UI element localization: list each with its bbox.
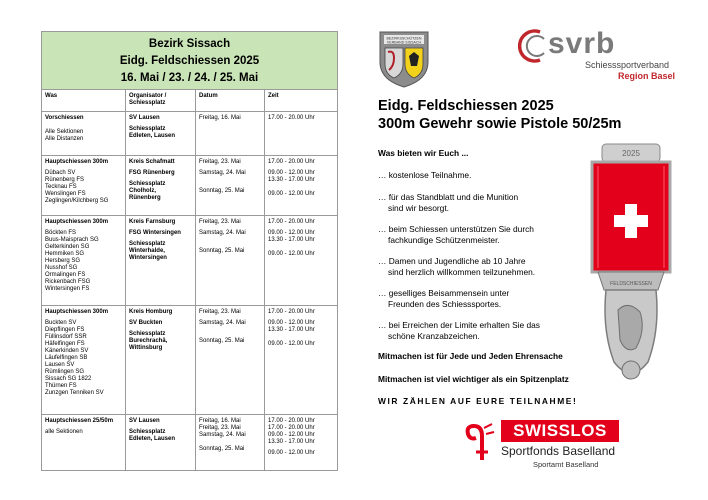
date: Sonntag, 25. Mai [199, 446, 245, 452]
swisslos-logo [462, 420, 632, 480]
sportamt-label: Sportamt Baselland [533, 460, 599, 469]
offer-item [378, 192, 518, 213]
offer-item [378, 288, 509, 309]
date: Freitag, 23. Mai [199, 159, 241, 165]
place: Edleten, Lausen [129, 133, 176, 139]
organizer: SV Lausen [129, 418, 160, 424]
section-name: Dübach SV [45, 170, 76, 176]
place: Wintersingen [129, 255, 167, 261]
organizer: SV Lausen [129, 115, 160, 121]
offer-line: … beim Schiessen unterstützen Sie durch [378, 224, 534, 234]
time: 09.00 - 12.00 Uhr [268, 432, 315, 438]
offer-line: schöne Kranzabzeichen. [388, 330, 480, 341]
time: 09.00 - 12.00 Uhr [268, 450, 315, 456]
table-row [42, 415, 337, 470]
offer-line: sind wir besorgt. [388, 202, 449, 213]
place: Schiessplatz [129, 181, 166, 187]
time: 09.00 - 12.00 Uhr [268, 170, 315, 176]
section-name: Tecknau FS [45, 184, 77, 190]
svrb-wordmark: svrb [548, 27, 616, 60]
event-dates: 16. Mai / 23. / 24. / 25. Mai [120, 72, 259, 84]
offer-line: fachkundige Schützenmeister. [388, 234, 500, 245]
section-name: Wintersingen FS [45, 286, 90, 292]
time: 13.30 - 17.00 Uhr [268, 237, 315, 243]
offer-line: sind herzlich willkommen teilzunehmen. [388, 266, 536, 277]
section-name: alle Sektionen [45, 429, 83, 435]
time: 09.00 - 12.00 Uhr [268, 230, 315, 236]
table-row [42, 156, 337, 216]
place: Rünenberg [129, 195, 161, 201]
svrb-logo [518, 27, 678, 83]
time: 09.00 - 12.00 Uhr [268, 320, 315, 326]
time: 09.00 - 12.00 Uhr [268, 251, 315, 257]
section-name: Känerkinden SV [45, 348, 89, 354]
organizer-club: FSG Wintersingen [129, 230, 181, 236]
time: 13.30 - 17.00 Uhr [268, 327, 315, 333]
section-name: Alle Distanzen [45, 136, 84, 142]
section-name: Häfelfingen FS [45, 341, 85, 347]
offer-item [378, 320, 540, 341]
place: Schiessplatz [129, 241, 166, 247]
time: 13.30 - 17.00 Uhr [268, 439, 315, 445]
date: Freitag, 23. Mai [199, 219, 241, 225]
section-name: Alle Sektionen [45, 129, 84, 135]
table-row [42, 306, 337, 415]
date: Samstag, 24. Mai [199, 170, 246, 176]
svrb-subtitle: Schiesssportverband [585, 60, 670, 70]
offer-line: … Damen und Jugendliche ab 10 Jahre [378, 256, 526, 266]
section-name: Böckten FS [45, 230, 77, 236]
time: 17.00 - 20.00 Uhr [268, 115, 315, 121]
date: Sonntag, 25. Mai [199, 248, 245, 254]
date: Samstag, 24. Mai [199, 320, 246, 326]
section-name: Buus-Maisprach SG [45, 237, 99, 243]
organizer-club: FSG Rünenberg [129, 170, 175, 176]
time: 17.00 - 20.00 Uhr [268, 159, 315, 165]
time: 09.00 - 12.00 Uhr [268, 341, 315, 347]
offer-line: … bei Erreichen der Limite erhalten Sie das [378, 320, 540, 330]
place: Burechrachä, [129, 338, 168, 344]
col-zeit: Zeit [268, 93, 279, 99]
organizer-club: SV Buckten [129, 320, 163, 326]
section-name: Diepflingen FS [45, 327, 85, 333]
section-name: Nusshof SG [45, 265, 78, 271]
section-name: Rümlingen SG [45, 369, 85, 375]
medal-text: FELDSCHIESSEN [610, 281, 652, 287]
medal-year: 2025 [622, 149, 640, 158]
col-was: Was [42, 90, 126, 111]
date: Sonntag, 25. Mai [199, 188, 245, 194]
row-title: Hauptschiessen 300m [45, 219, 109, 225]
time: 13.30 - 17.00 Uhr [268, 177, 315, 183]
time: 17.00 - 20.00 Uhr [268, 219, 315, 225]
section-name: Läufelfingen SB [45, 355, 88, 361]
offer-item [378, 224, 534, 245]
place: Schiessplatz [129, 331, 166, 337]
schedule-table [41, 31, 338, 471]
table-row [42, 216, 337, 306]
time: 09.00 - 12.00 Uhr [268, 191, 315, 197]
svrb-region: Region Basel [618, 71, 676, 81]
date: Freitag, 23. Mai [199, 425, 241, 431]
section-name: Rickenbach FSG [45, 279, 91, 285]
col-org-line1: Organisator / [129, 93, 167, 99]
section-name: Thürnen FS [45, 383, 77, 389]
section-name: Lausen SV [45, 362, 75, 368]
basel-crozier-icon [462, 422, 496, 462]
crest-text-1: BEZIRKSSCHÜTZEN [386, 36, 422, 41]
organizer: Kreis Schafmatt [129, 159, 175, 165]
time: 17.00 - 20.00 Uhr [268, 425, 315, 431]
section-name: Rünenberg FS [45, 177, 85, 183]
section-name: Füllinsdorf SSR [45, 334, 87, 340]
feldschiessen-medal-image [588, 140, 674, 386]
place: Schiessplatz [129, 429, 166, 435]
section-name: Hersberg SG [45, 258, 81, 264]
place: Schiessplatz [129, 126, 166, 132]
place: Cholholz, [129, 188, 156, 194]
date: Freitag, 23. Mai [199, 309, 241, 315]
swisslos-wordmark: SWISSLOS [501, 420, 619, 442]
offer-line: … geselliges Beisammensein unter [378, 288, 510, 298]
section-name: Hemmiken SG [45, 251, 85, 257]
organizer: Kreis Farnsburg [129, 219, 176, 225]
col-organisator [126, 90, 196, 111]
date: Freitag, 16. Mai [199, 418, 241, 424]
date: Samstag, 24. Mai [199, 432, 246, 438]
district-crest-logo [377, 30, 431, 88]
slogan-1: Mitmachen ist für Jede und Jeden Ehrensache [378, 351, 563, 361]
section-name: Zunzgen Tenniken SV [45, 390, 104, 396]
time: 17.00 - 20.00 Uhr [268, 418, 315, 424]
row-title: Hauptschiessen 300m [45, 309, 109, 315]
col-org-line2: Schiessplatz [129, 100, 166, 106]
place: Edleten, Lausen [129, 436, 176, 442]
flyer-subtitle: 300m Gewehr sowie Pistole 50/25m [378, 116, 622, 132]
event-title: Eidg. Feldschiessen 2025 [119, 55, 260, 67]
section-name: Zeglingen/Kilchberg SG [45, 198, 109, 204]
flyer-title: Eidg. Feldschiessen 2025 [378, 98, 554, 114]
offer-item [378, 170, 471, 181]
column-headers [42, 90, 337, 112]
date: Freitag, 16. Mai [199, 115, 241, 121]
organizer: Kreis Homburg [129, 309, 173, 315]
offer-lead: Was bieten wir Euch ... [378, 148, 469, 158]
section-name: Ormalingen FS [45, 272, 86, 278]
section-name: Buckten SV [45, 320, 77, 326]
table-row [42, 112, 337, 156]
schedule-header [42, 32, 337, 90]
col-datum: Datum [196, 90, 265, 111]
offer-line: … kostenlose Teilnahme. [378, 170, 472, 180]
place: Winterhalde, [129, 248, 165, 254]
closing-slogan: WIR ZÄHLEN AUF EURE TEILNAHME! [378, 396, 578, 406]
row-title: Hauptschiessen 25/50m [45, 418, 114, 424]
place: Wittinsburg [129, 345, 163, 351]
crest-text-2: VERBAND SISSACH [386, 40, 422, 45]
time: 17.00 - 20.00 Uhr [268, 309, 315, 315]
district-title: Bezirk Sissach [148, 38, 231, 50]
row-title: Hauptschiessen 300m [45, 159, 109, 165]
row-title: Vorschiessen [45, 115, 84, 121]
sportfonds-label: Sportfonds Baselland [501, 444, 616, 458]
offer-line: … für das Standblatt und die Munition [378, 192, 519, 202]
date: Sonntag, 25. Mai [199, 338, 245, 344]
svrb-emblem-icon [518, 29, 552, 63]
offer-item [378, 256, 535, 277]
date: Samstag, 24. Mai [199, 230, 246, 236]
section-name: Gelterkinden SG [45, 244, 90, 250]
slogan-2: Mitmachen ist viel wichtiger als ein Spitzenplatz [378, 374, 569, 384]
section-name: Wenslingen FS [45, 191, 86, 197]
offer-line: Freunden des Schiesssportes. [388, 298, 502, 309]
section-name: Sissach SG 1822 [45, 376, 92, 382]
